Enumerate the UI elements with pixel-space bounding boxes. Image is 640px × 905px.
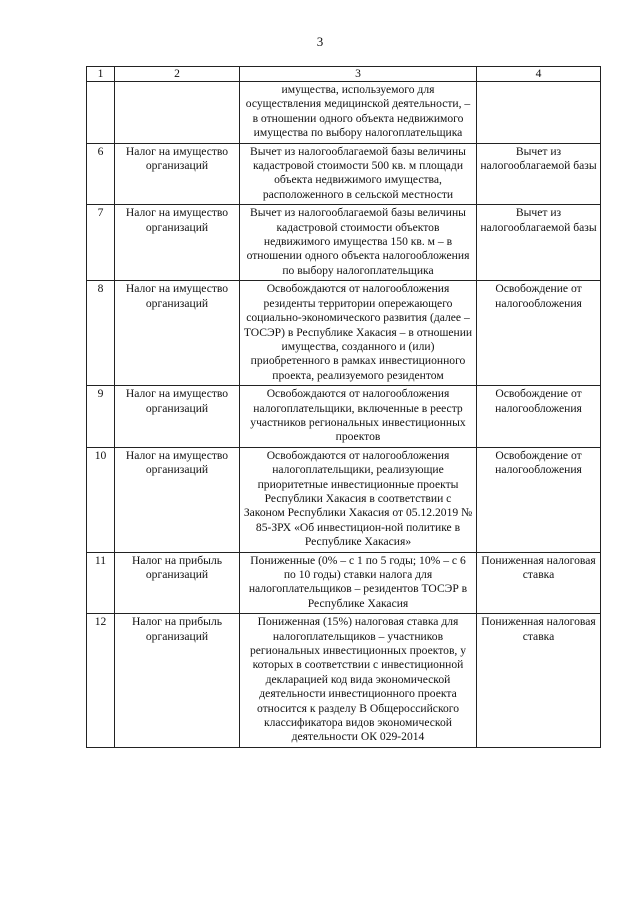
benefit-description: Освобождаются от налогообложения резиденты территории опережающего социально-экономического развития (далее – ТОСЭР) в Республике Хакасия – в отношении имущества, созданного и (или) приобретенного в рамках инвестиционного проекта, реализуемого резидентом bbox=[240, 281, 477, 386]
column-header-tax: 2 bbox=[115, 67, 240, 82]
table-row bbox=[87, 143, 601, 205]
row-number: 11 bbox=[87, 552, 115, 614]
benefit-type: Освобождение от налогообложения bbox=[477, 386, 601, 448]
benefit-type: Пониженная налоговая ставка bbox=[477, 552, 601, 614]
benefit-description: Пониженные (0% – с 1 по 5 годы; 10% – с 6 по 10 годы) ставки налога для налогоплательщиков – резидентов ТОСЭР в Республике Хакасия bbox=[240, 552, 477, 614]
tax-name: Налог на имущество организаций bbox=[115, 281, 240, 386]
table-row bbox=[87, 281, 601, 386]
row-number: 6 bbox=[87, 143, 115, 205]
row-number bbox=[87, 82, 115, 144]
row-number: 12 bbox=[87, 614, 115, 748]
tax-name: Налог на прибыль организаций bbox=[115, 614, 240, 748]
benefit-type: Пониженная налоговая ставка bbox=[477, 614, 601, 748]
benefit-type: Вычет из налогооблагаемой базы bbox=[477, 205, 601, 281]
benefit-description: Вычет из налогооблагаемой базы величины кадастровой стоимости объектов недвижимого имущества 150 кв. м – в отношении одного объекта налогообложения по выбору налогоплательщика bbox=[240, 205, 477, 281]
row-number: 9 bbox=[87, 386, 115, 448]
column-header-benefit-type: 4 bbox=[477, 67, 601, 82]
benefit-description: Пониженная (15%) налоговая ставка для налогоплательщиков – участников региональных инвестиционных проектов, у которых в соответствии с инвестиционной декларацией код вида экономической деятельности инвестиционного проекта относится к разделу B Общероссийского классификатора видов экономической деятельности ОК 029-2014 bbox=[240, 614, 477, 748]
benefit-type: Освобождение от налогообложения bbox=[477, 281, 601, 386]
row-number: 10 bbox=[87, 447, 115, 552]
column-header-number: 1 bbox=[87, 67, 115, 82]
benefit-type: Вычет из налогооблагаемой базы bbox=[477, 143, 601, 205]
column-header-description: 3 bbox=[240, 67, 477, 82]
tax-benefits-table bbox=[86, 66, 601, 748]
table-row bbox=[87, 205, 601, 281]
table-row bbox=[87, 552, 601, 614]
benefit-type bbox=[477, 82, 601, 144]
table-row bbox=[87, 614, 601, 748]
tax-name: Налог на имущество организаций bbox=[115, 447, 240, 552]
table-header-row bbox=[87, 67, 601, 82]
table-row bbox=[87, 386, 601, 448]
page-number: 3 bbox=[316, 34, 324, 49]
tax-name bbox=[115, 82, 240, 144]
tax-name: Налог на имущество организаций bbox=[115, 205, 240, 281]
benefit-description: имущества, используемого для осуществления медицинской деятельности, – в отношении одного объекта недвижимого имущества по выбору налогоплательщика bbox=[240, 82, 477, 144]
benefit-description: Освобождаются от налогообложения налогоплательщики, включенные в реестр участников региональных инвестиционных проектов bbox=[240, 386, 477, 448]
tax-name: Налог на имущество организаций bbox=[115, 143, 240, 205]
row-number: 7 bbox=[87, 205, 115, 281]
tax-name: Налог на прибыль организаций bbox=[115, 552, 240, 614]
tax-name: Налог на имущество организаций bbox=[115, 386, 240, 448]
benefit-description: Освобождаются от налогообложения налогоплательщики, реализующие приоритетные инвестиционные проекты Республики Хакасия в соответствии с Законом Республики Хакасия от 05.12.2019 № 85-ЗРХ «Об инвестицион-ной политике в Республике Хакасия» bbox=[240, 447, 477, 552]
table-row bbox=[87, 82, 601, 144]
row-number: 8 bbox=[87, 281, 115, 386]
benefit-description: Вычет из налогооблагаемой базы величины кадастровой стоимости 500 кв. м площади объекта недвижимого имущества, расположенного в сельской местности bbox=[240, 143, 477, 205]
table-row bbox=[87, 447, 601, 552]
benefit-type: Освобождение от налогообложения bbox=[477, 447, 601, 552]
